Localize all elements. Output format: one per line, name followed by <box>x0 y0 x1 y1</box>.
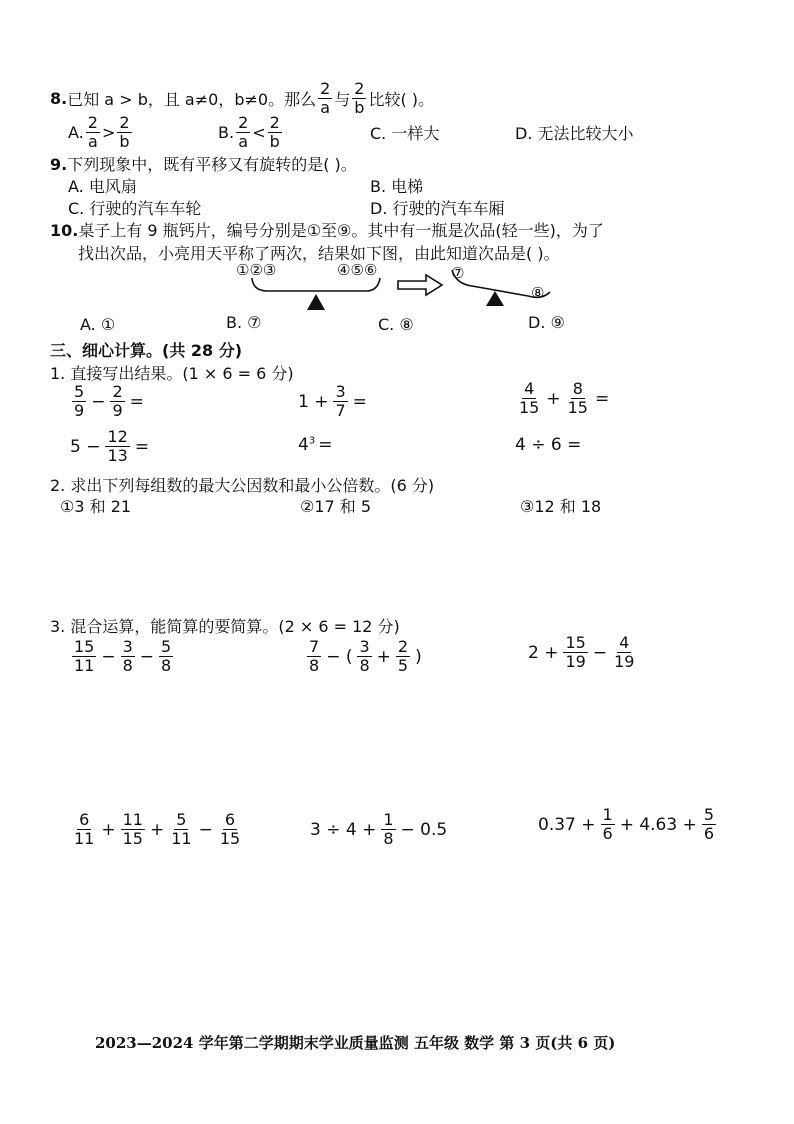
q10-stem-line1 <box>50 218 604 241</box>
p3-expr-4: $\frac{6}{11}$ + $\frac{11}{15}$ + $\frac{5}{11}$ − $\frac{6}{15}$ <box>74 810 241 848</box>
p2-title: 2. 求出下列每组数的最大公因数和最小公倍数。(6 分) <box>50 476 435 495</box>
p1-expr-4: 5 − $\frac{12}{13}$ = <box>70 427 150 465</box>
p1-expr-3: $\frac{4}{15}$ + $\frac{8}{15}$ = <box>519 379 610 417</box>
p1-expr-5: $4^3$ = <box>298 435 333 455</box>
q9-option: B. 电梯 <box>370 177 424 196</box>
scale2-right-label: ⑧ <box>531 284 545 302</box>
p1-expr-1: $\frac{5}{9}$ − $\frac{2}{9}$ = <box>74 382 144 420</box>
p3-expr-6: 0.37 + $\frac{1}{6}$ + 4.63 + $\frac{5}{6}$ <box>538 805 715 843</box>
q10-option: C. ⑧ <box>378 315 414 334</box>
q8-option-c: C. 一样大 <box>370 124 440 143</box>
q9-stem <box>50 152 357 175</box>
p3-expr-1: $\frac{15}{11}$ − $\frac{3}{8}$ − $\frac{5}{8}$ <box>74 637 172 675</box>
q10-option: A. ① <box>80 315 116 334</box>
section-title: 三、细心计算。(共 28 分) <box>50 341 243 360</box>
scale2-fulcrum <box>486 291 504 306</box>
scale1-right-label: ④⑤⑥ <box>337 261 378 279</box>
p3-expr-2: $\frac{7}{8}$ − ( $\frac{3}{8}$ + $\frac{2}{5}$ ) <box>309 637 422 675</box>
q9-option: D. 行驶的汽车车厢 <box>370 199 505 218</box>
q8-stem <box>50 80 434 117</box>
q8-number: 8. <box>50 89 68 108</box>
q10-option: D. ⑨ <box>528 313 565 332</box>
q9-option: A. 电风扇 <box>68 177 137 196</box>
q8-frac-a: $\frac{2}{a}$ <box>320 79 331 117</box>
q10-number: 10. <box>50 221 79 240</box>
q9-number: 9. <box>50 155 68 174</box>
scale1-left-label: ①②③ <box>236 261 277 279</box>
arrow-icon <box>398 275 442 295</box>
q8-option-b: B. $\frac{2}{a}$ < $\frac{2}{b}$ <box>218 113 280 151</box>
q10-stem-line2: 找出次品，小亮用天平称了两次，结果如下图，由此知道次品是( )。 <box>78 244 560 263</box>
q9-text: 下列现象中，既有平移又有旋转的是( )。 <box>67 155 357 174</box>
page-footer: 2023—2024 学年第二学期期末学业质量监测 五年级 数学 第 3 页(共 6 页) <box>95 1034 616 1052</box>
p3-expr-5: 3 ÷ 4 + $\frac{1}{8}$ − 0.5 <box>310 810 448 848</box>
p3-expr-3: 2 + $\frac{15}{19}$ − $\frac{4}{19}$ <box>528 633 635 671</box>
p1-title: 1. 直接写出结果。(1 × 6 = 6 分) <box>50 364 294 383</box>
scale2-left-label: ⑦ <box>451 264 465 282</box>
p2-item: ③12 和 18 <box>520 497 602 516</box>
p2-item: ②17 和 5 <box>300 497 372 516</box>
scale1-beam <box>252 278 380 291</box>
q9-option: C. 行驶的汽车车轮 <box>68 199 202 218</box>
q8-option-a: A. $\frac{2}{a}$ > $\frac{2}{b}$ <box>68 113 130 151</box>
q8-frac-b: $\frac{2}{b}$ <box>354 79 365 117</box>
p3-title: 3. 混合运算，能简算的要简算。(2 × 6 = 12 分) <box>50 617 400 636</box>
p2-item: ①3 和 21 <box>60 497 132 516</box>
q8-option-d: D. 无法比较大小 <box>515 124 634 143</box>
q8-mid: 与 <box>334 90 351 109</box>
p1-expr-2: 1 + $\frac{3}{7}$ = <box>298 382 367 420</box>
q8-tail: 比较( )。 <box>368 90 435 109</box>
p1-expr-6: 4 ÷ 6 = <box>515 435 582 455</box>
q10-option: B. ⑦ <box>226 313 262 332</box>
scale1-fulcrum <box>307 294 325 310</box>
q8-text: 已知 a > b，且 a≠0，b≠0。那么 <box>67 90 317 109</box>
q10-text-1: 桌子上有 9 瓶钙片，编号分别是①至⑨。其中有一瓶是次品(轻一些)，为了 <box>78 221 604 240</box>
